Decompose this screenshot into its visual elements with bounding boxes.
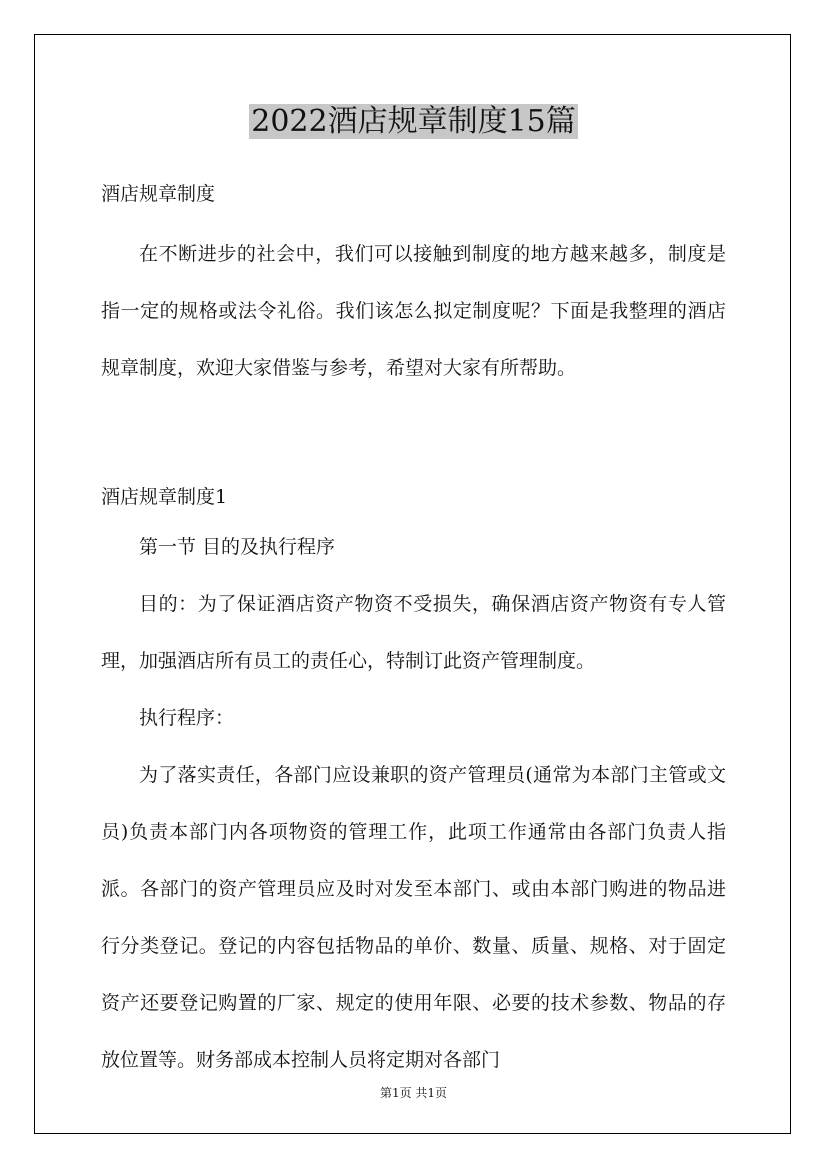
document-title-text: 2022酒店规章制度15篇 (251, 104, 576, 139)
intro-paragraph: 在不断进步的社会中，我们可以接触到制度的地方越来越多，制度是指一定的规格或法令礼俗。我们该怎么拟定制度呢？下面是我整理的酒店规章制度，欢迎大家借鉴与参考，希望对大家有所帮助。 (101, 243, 726, 379)
spacer (101, 216, 726, 226)
document-body (101, 172, 726, 1089)
procedure-paragraph: 为了落实责任，各部门应设兼职的资产管理员(通常为本部门主管或文员)负责本部门内各项物资的管理工作，此项工作通常由各部门负责人指派。各部门的资产管理员应及时对发至本部门、或由本部门购进的物品进行分类登记。登记的内容包括物品的单价、数量、质量、规格、对于固定资产还要登记购置的厂家、规定的使用年限、必要的技术参数、物品的存放位置等。财务部成本控制人员将定期对各部门 (101, 764, 726, 1071)
sub-heading: 酒店规章制度1 (101, 486, 228, 508)
page-footer: 第1页 共1页 (379, 1086, 448, 1100)
document-title (0, 103, 827, 141)
purpose-paragraph: 目的：为了保证酒店资产物资不受损失，确保酒店资产物资有专人管理，加强酒店所有员工的责任心，特制订此资产管理制度。 (101, 593, 726, 672)
spacer (101, 397, 726, 475)
part-title: 第一节 目的及执行程序 (139, 536, 336, 558)
procedure-label: 执行程序： (139, 707, 235, 729)
section-heading: 酒店规章制度 (101, 183, 216, 205)
